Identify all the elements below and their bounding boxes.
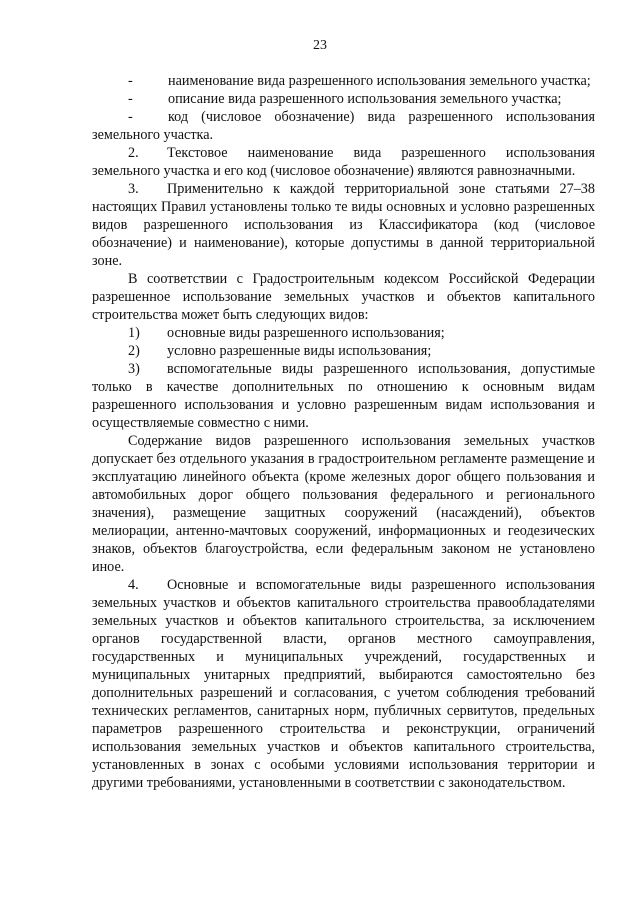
list-marker: 1) (128, 325, 140, 341)
list-marker: 3) (128, 361, 140, 377)
paragraph-number: 2. (128, 145, 139, 161)
paragraph-number: 4. (128, 577, 139, 593)
intro-paragraph: В соответствии с Градостроительным кодексом Российской Федерации разрешенное использование земельных участков и объектов капитального строительства может быть следующих видов: (92, 271, 595, 323)
bullet-item (92, 108, 595, 144)
page-number: 23 (313, 38, 327, 53)
list-text: вспомогательные виды разрешенного использования, допустимые только в качестве дополнительных по отношению к основным видам разрешенного использования и условно разрешенным видам использования и осуществляемые совместно с ними. (92, 361, 595, 431)
numbered-paragraph-3 (92, 180, 595, 270)
paragraph-text: Основные и вспомогательные виды разрешенного использования земельных участков и объектов капитального строительства правообладателями земельных участков и объектов капитального строительства, за исключением органов государственной власти, органов местного самоуправления, государственных и муниципальных учреждений, государственных и муниципальных унитарных предприятий, выбираются самостоятельно без дополнительных разрешений и согласования, с учетом соблюдения требований технических регламентов, санитарных норм, публичных сервитутов, предельных параметров разрешенного строительства и реконструкции, ограничений использования земельных участков и объектов капитального строительства, установленных в зонах с особыми условиями использования территории и другими требованиями, установленными в соответствии с законодательством. (92, 577, 595, 791)
list-marker: 2) (128, 343, 140, 359)
list-text: условно разрешенные виды использования; (167, 343, 432, 359)
bullet-text: описание вида разрешенного использования земельного участка; (168, 91, 562, 107)
linear-object-paragraph: Содержание видов разрешенного использования земельных участков допускает без отдельного указания в градостроительном регламенте размещение и эксплуатацию линейного объекта (кроме железных дорог общего пользования и автомобильных дорог общего пользования федерального и регионального значения), размещение защитных сооружений (насаждений), объектов мелиорации, антенно-мачтовых сооружений, информационных и геодезических знаков, объектов благоустройства, если федеральным законом не установлено иное. (92, 433, 595, 575)
bullet-marker: - (128, 109, 133, 125)
list-text: основные виды разрешенного использования; (167, 325, 445, 341)
use-type-item (92, 324, 595, 342)
bullet-marker: - (128, 91, 133, 107)
use-type-item (92, 360, 595, 432)
numbered-paragraph-4 (92, 576, 595, 792)
paragraph-number: 3. (128, 181, 139, 197)
bullet-marker: - (128, 73, 133, 89)
document-body (92, 72, 595, 792)
bullet-item (92, 72, 595, 90)
bullet-item (92, 90, 595, 108)
paragraph-text: Применительно к каждой территориальной зоне статьями 27–38 настоящих Правил установлены только те виды основных и условно разрешенных видов разрешенного использования из Классификатора (код (числовое обозначение) и наименование), которые допустимы в данной территориальной зоне. (92, 181, 595, 269)
bullet-text: наименование вида разрешенного использования земельного участка; (168, 73, 591, 89)
bullet-text: код (числовое обозначение) вида разрешенного использования земельного участка. (92, 109, 595, 143)
numbered-paragraph-2 (92, 144, 595, 180)
paragraph-text: Текстовое наименование вида разрешенного использования земельного участка и его код (числовое обозначение) являются равнозначными. (92, 145, 595, 179)
use-type-item (92, 342, 595, 360)
